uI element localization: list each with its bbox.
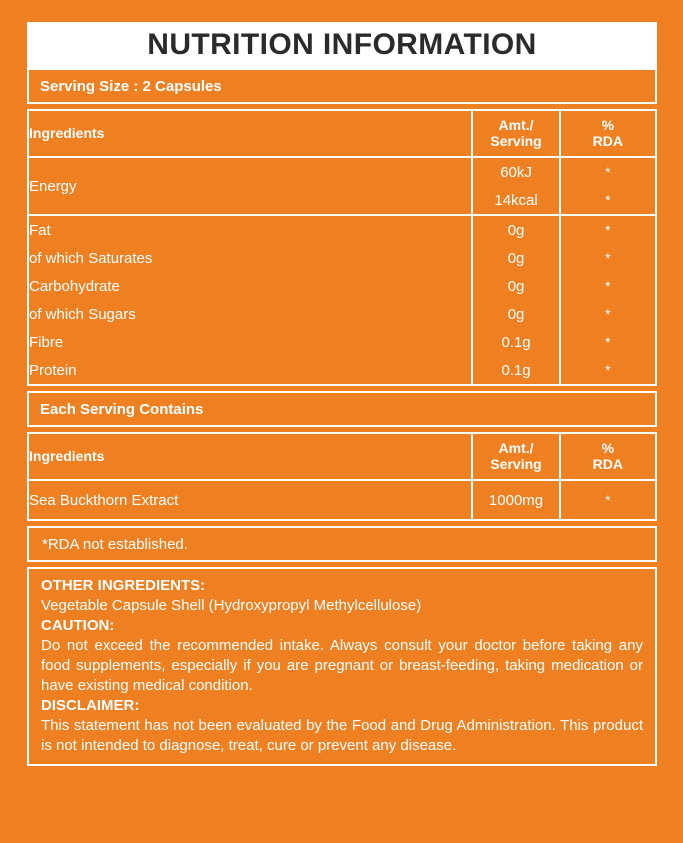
page-title: NUTRITION INFORMATION — [147, 28, 537, 61]
column-header-percent-rda — [560, 110, 656, 157]
nutrient-name: Fibre — [28, 328, 472, 356]
table-row — [28, 215, 656, 244]
nutrition-table-header-row — [28, 110, 656, 157]
amount-header-line1: Amt./ — [498, 440, 534, 457]
table-row — [28, 244, 656, 272]
nutrient-rda: * — [560, 300, 656, 328]
nutrient-amount: 14kcal — [472, 186, 559, 215]
serving-size-row: Serving Size : 2 Capsules — [27, 68, 657, 104]
label-title-band — [27, 22, 657, 68]
nutrient-amount: 0g — [472, 300, 559, 328]
nutrient-rda: * — [560, 157, 656, 186]
table-row — [28, 480, 656, 520]
caution-body: Do not exceed the recommended intake. Always consult your doctor before taking any food supplements, especially if you are pregnant or breast-feeding, taking medication or have existing medical condition. — [41, 636, 643, 694]
nutrition-label-card — [27, 22, 657, 821]
rda-header-line2: RDA — [592, 132, 623, 149]
nutrient-rda: * — [560, 244, 656, 272]
caution-heading: CAUTION: — [41, 616, 115, 634]
column-header-amount-per-serving — [472, 433, 559, 480]
nutrient-amount: 60kJ — [472, 157, 559, 186]
nutrient-rda: * — [560, 215, 656, 244]
column-header-amount-per-serving — [472, 110, 559, 157]
amount-header-line1: Amt./ — [498, 117, 534, 134]
nutrient-amount: 0.1g — [472, 356, 559, 385]
other-ingredients-heading: OTHER INGREDIENTS: — [41, 577, 206, 594]
nutrient-rda: * — [560, 356, 656, 385]
nutrition-table — [27, 109, 657, 386]
rda-footnote-row: *RDA not established. — [27, 526, 657, 562]
other-ingredients-body: Vegetable Capsule Shell (Hydroxypropyl Methylcellulose) — [41, 596, 422, 614]
table-row — [28, 328, 656, 356]
nutrient-name: of which Sugars — [28, 300, 472, 328]
disclaimer-heading: DISCLAIMER: — [41, 696, 140, 714]
nutrient-rda: * — [560, 328, 656, 356]
nutrient-rda: * — [560, 272, 656, 300]
table-row — [28, 157, 656, 186]
table-row — [28, 300, 656, 328]
column-header-ingredients: Ingredients — [28, 433, 472, 480]
column-header-percent-rda — [560, 433, 656, 480]
nutrient-name: Protein — [28, 356, 472, 385]
ingredient-amount: 1000mg — [472, 480, 559, 520]
amount-header-line2: Serving — [490, 132, 542, 149]
ingredient-rda: * — [560, 480, 656, 520]
nutrient-amount: 0g — [472, 244, 559, 272]
ingredient-table-header-row — [28, 433, 656, 480]
amount-header-line2: Serving — [490, 455, 542, 472]
nutrient-name: Carbohydrate — [28, 272, 472, 300]
table-row — [28, 356, 656, 385]
nutrient-name: Energy — [28, 157, 472, 215]
rda-header-line1: % — [601, 440, 615, 457]
nutrient-amount: 0g — [472, 215, 559, 244]
each-serving-contains-row: Each Serving Contains — [27, 391, 657, 427]
nutrient-amount: 0.1g — [472, 328, 559, 356]
rda-header-line2: RDA — [592, 455, 623, 472]
nutrient-amount: 0g — [472, 272, 559, 300]
table-row — [28, 272, 656, 300]
nutrient-rda: * — [560, 186, 656, 215]
ingredient-table — [27, 432, 657, 521]
nutrient-name: of which Saturates — [28, 244, 472, 272]
disclaimer-body: This statement has not been evaluated by the Food and Drug Administration. This product is not intended to diagnose, treat, cure or prevent any disease. — [41, 716, 643, 754]
ingredient-name: Sea Buckthorn Extract — [28, 480, 472, 520]
column-header-ingredients: Ingredients — [28, 110, 472, 157]
rda-header-line1: % — [601, 117, 615, 134]
footer-text-block — [27, 567, 657, 766]
nutrient-name: Fat — [28, 215, 472, 244]
